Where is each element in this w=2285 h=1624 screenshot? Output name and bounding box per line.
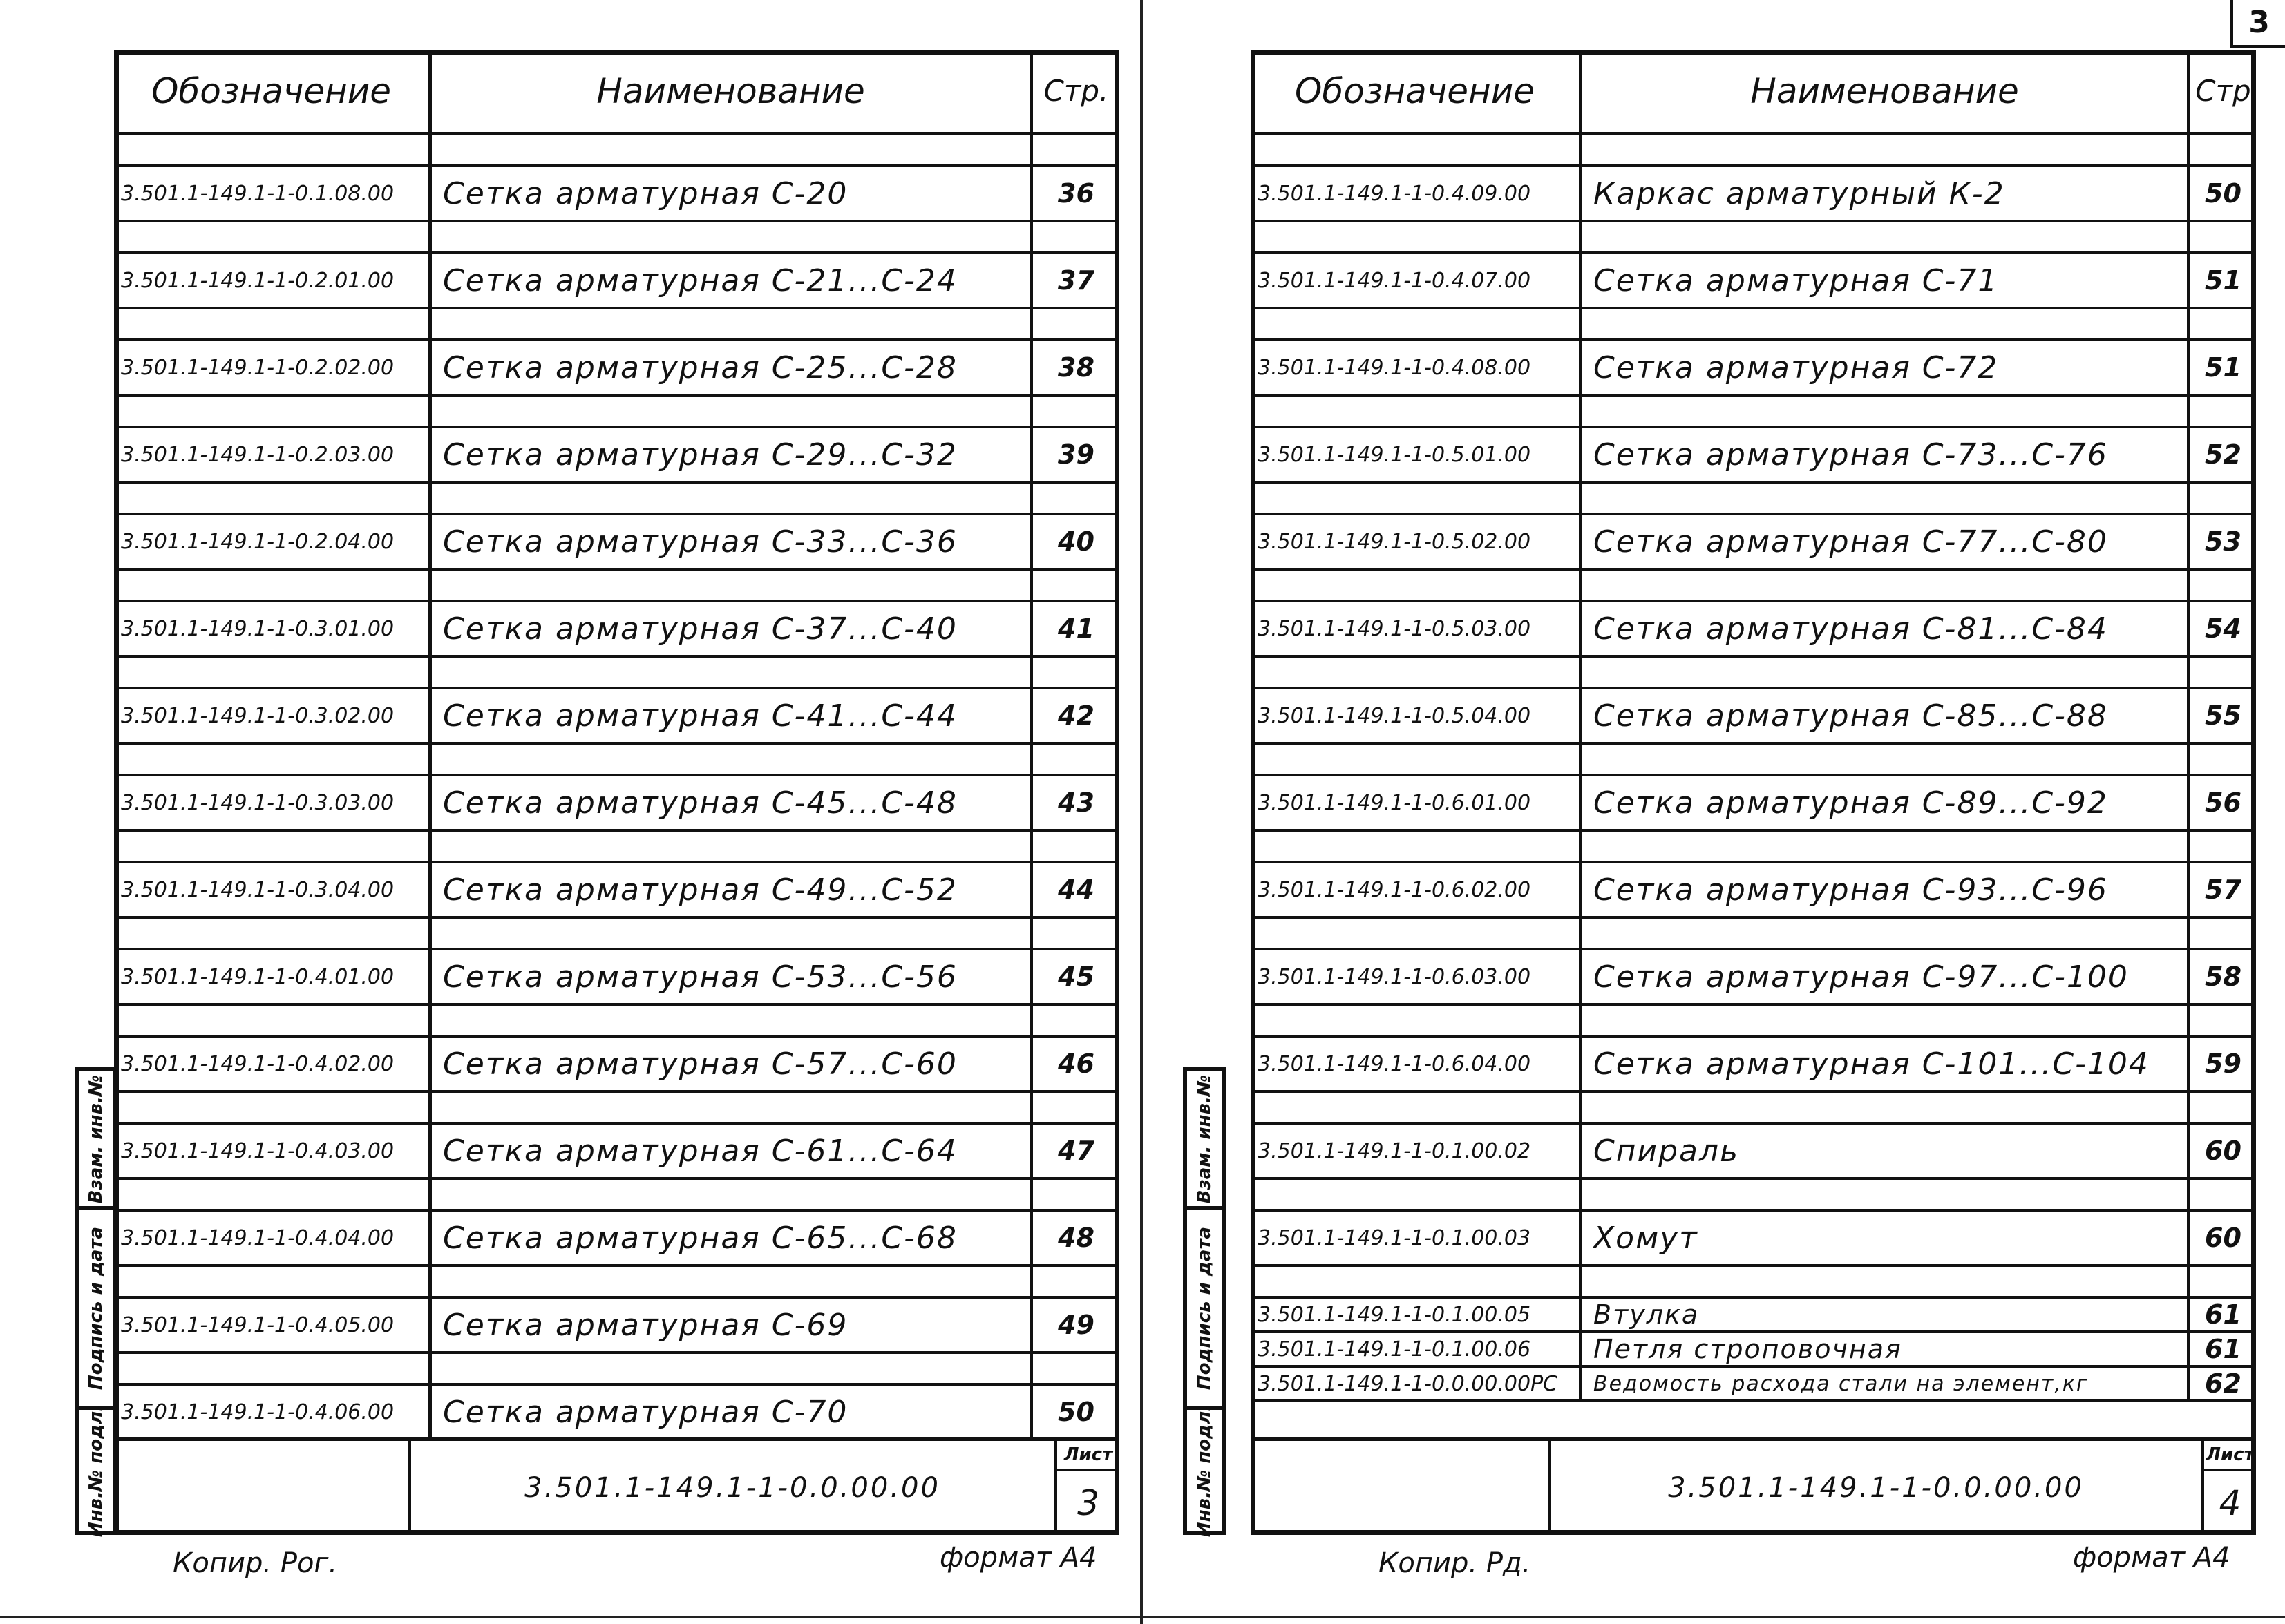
spacer-cell: [1033, 484, 1119, 513]
table-row: [1251, 1368, 2256, 1402]
cell-name: Сетка арматурная С-33...С-36: [432, 515, 1033, 568]
cell-page: 57: [2205, 875, 2241, 905]
spacer-cell: [1582, 1006, 2190, 1035]
cell-code: 3.501.1-149.1-1-0.1.00.03: [1251, 1212, 1582, 1264]
cell-code: 3.501.1-149.1-1-0.5.01.00: [1251, 428, 1582, 481]
spacer-cell: [1251, 658, 1582, 687]
cell-name: Спираль: [1582, 1125, 2190, 1177]
spacer-cell: [432, 832, 1033, 861]
spacer-cell: [2190, 1267, 2256, 1296]
cell-code: 3.501.1-149.1-1-0.5.04.00: [1251, 689, 1582, 742]
table-row: [1251, 515, 2256, 571]
spacer-cell: [1033, 1267, 1119, 1296]
spacer-cell: [114, 1267, 432, 1296]
side-inv: Инв.№ подл.: [86, 1404, 107, 1537]
cell-name: Сетка арматурная С-21...С-24: [432, 254, 1033, 307]
cell-page: 36: [1058, 178, 1094, 209]
spacer-cell: [114, 832, 432, 861]
side-inv: Инв.№ подл.: [1194, 1404, 1215, 1537]
right-sheet: [1251, 50, 2256, 1535]
spacer-cell: [1033, 1354, 1119, 1383]
left-header-row: [114, 50, 1119, 135]
cell-page: 38: [1058, 352, 1094, 383]
table-row: [1251, 950, 2256, 1006]
cell-page: 60: [2205, 1136, 2241, 1166]
spacer-row: [1251, 309, 2256, 341]
spacer-row: [1251, 1006, 2256, 1038]
spacer-cell: [114, 484, 432, 513]
cell-name: Сетка арматурная С-29...С-32: [432, 428, 1033, 481]
spacer-cell: [1251, 1267, 1582, 1296]
spacer-row: [1251, 745, 2256, 776]
header-designation: Обозначение: [114, 50, 432, 132]
spacer-cell: [1251, 1093, 1582, 1122]
table-row: [114, 254, 1119, 309]
spacer-cell: [2190, 135, 2256, 164]
spacer-cell: [1033, 1093, 1119, 1122]
left-format-note: формат А4: [940, 1542, 1097, 1574]
table-row: [1251, 776, 2256, 832]
cell-code: 3.501.1-149.1-1-0.1.00.05: [1251, 1299, 1582, 1330]
side-podpis: Подпись и дата: [79, 1210, 113, 1410]
spacer-cell: [2190, 658, 2256, 687]
spacer-cell: [1582, 919, 2190, 948]
spacer-cell: [2190, 571, 2256, 600]
spacer-row: [1251, 1180, 2256, 1212]
cell-page: 44: [1058, 875, 1094, 905]
spacer-cell: [432, 309, 1033, 338]
cell-name: Каркас арматурный К-2: [1582, 167, 2190, 220]
table-row: [1251, 1038, 2256, 1093]
cell-code: 3.501.1-149.1-1-0.4.09.00: [1251, 167, 1582, 220]
header-designation: Обозначение: [1251, 50, 1582, 132]
table-row: [114, 1125, 1119, 1180]
spacer-cell: [432, 1267, 1033, 1296]
cell-page: 46: [1058, 1049, 1094, 1079]
spacer-row: [114, 1093, 1119, 1125]
spacer-row: [1251, 1267, 2256, 1299]
spacer-cell: [432, 745, 1033, 774]
cell-page: 41: [1058, 613, 1094, 644]
side-vzam: Взам. инв.№: [1187, 1071, 1222, 1210]
spacer-cell: [1033, 832, 1119, 861]
table-row: [114, 776, 1119, 832]
cell-page: 52: [2205, 439, 2241, 470]
table-row: [114, 950, 1119, 1006]
cell-page: 51: [2205, 265, 2241, 296]
table-row: [114, 1038, 1119, 1093]
cell-code: 3.501.1-149.1-1-0.4.06.00: [114, 1386, 432, 1438]
cell-code: 3.501.1-149.1-1-0.1.00.06: [1251, 1333, 1582, 1365]
cell-code: 3.501.1-149.1-1-0.4.05.00: [114, 1299, 432, 1351]
spacer-cell: [1251, 745, 1582, 774]
cell-name: Хомут: [1582, 1212, 2190, 1264]
right-sheet-number: 4: [2219, 1483, 2241, 1523]
spacer-cell: [1582, 484, 2190, 513]
cell-page: 59: [2205, 1049, 2241, 1079]
cell-name: Сетка арматурная С-20: [432, 167, 1033, 220]
table-row: [1251, 167, 2256, 222]
spacer-cell: [432, 397, 1033, 426]
spacer-cell: [114, 397, 432, 426]
spacer-cell: [1033, 1180, 1119, 1209]
table-row: [1251, 602, 2256, 658]
cell-code: 3.501.1-149.1-1-0.4.08.00: [1251, 341, 1582, 394]
spacer-row: [114, 1354, 1119, 1386]
table-row: [1251, 341, 2256, 397]
spacer-cell: [1251, 222, 1582, 251]
spacer-row: [1251, 397, 2256, 428]
table-row: [1251, 1333, 2256, 1368]
bottom-edge: [0, 1616, 2285, 1618]
left-title-code: 3.501.1-149.1-1-0.0.00.00: [408, 1441, 1054, 1535]
table-row: [114, 689, 1119, 745]
spacer-cell: [2190, 832, 2256, 861]
spacer-row: [114, 222, 1119, 254]
left-title-block: [114, 1437, 1119, 1535]
table-row: [114, 341, 1119, 397]
spacer-cell: [2190, 1180, 2256, 1209]
spacer-cell: [432, 222, 1033, 251]
cell-name: Сетка арматурная С-25...С-28: [432, 341, 1033, 394]
table-row: [114, 428, 1119, 484]
header-page: Стр: [2195, 74, 2251, 108]
cell-page: 39: [1058, 439, 1094, 470]
cell-code: 3.501.1-149.1-1-0.3.01.00: [114, 602, 432, 655]
cell-page: 43: [1058, 787, 1094, 818]
spacer-cell: [432, 135, 1033, 164]
spacer-row: [114, 397, 1119, 428]
spacer-cell: [432, 571, 1033, 600]
cell-code: 3.501.1-149.1-1-0.4.04.00: [114, 1212, 432, 1264]
spacer-cell: [114, 1006, 432, 1035]
side-vzam: Взам. инв.№: [79, 1071, 113, 1210]
spacer-cell: [1033, 571, 1119, 600]
cell-name: Сетка арматурная С-65...С-68: [432, 1212, 1033, 1264]
header-name: Наименование: [1582, 50, 2190, 132]
spacer-row: [1251, 484, 2256, 515]
spacer-cell: [1251, 397, 1582, 426]
table-row: [1251, 1125, 2256, 1180]
left-sheet-label: Лист: [1057, 1441, 1119, 1471]
right-sheet-box: [2201, 1441, 2256, 1535]
cell-code: 3.501.1-149.1-1-0.4.01.00: [114, 950, 432, 1003]
spacer-cell: [114, 658, 432, 687]
right-title-code: 3.501.1-149.1-1-0.0.00.00: [1548, 1441, 2201, 1535]
table-row: [1251, 428, 2256, 484]
spacer-row: [114, 309, 1119, 341]
cell-page: 55: [2205, 700, 2241, 731]
spacer-cell: [432, 1180, 1033, 1209]
left-sheet-number: 3: [1077, 1483, 1099, 1523]
cell-page: 48: [1058, 1223, 1094, 1253]
spacer-cell: [432, 1006, 1033, 1035]
spacer-cell: [1582, 571, 2190, 600]
spacer-cell: [114, 1180, 432, 1209]
cell-code: 3.501.1-149.1-1-0.6.01.00: [1251, 776, 1582, 829]
spacer-cell: [1251, 135, 1582, 164]
spacer-cell: [2190, 397, 2256, 426]
spacer-row: [114, 745, 1119, 776]
cell-page: 40: [1058, 526, 1094, 557]
cell-code: 3.501.1-149.1-1-0.2.04.00: [114, 515, 432, 568]
left-side-stamp: [75, 1067, 117, 1535]
cell-code: 3.501.1-149.1-1-0.1.00.02: [1251, 1125, 1582, 1177]
cell-name: Сетка арматурная С-77...С-80: [1582, 515, 2190, 568]
spacer-cell: [1033, 1006, 1119, 1035]
spacer-cell: [1251, 832, 1582, 861]
spacer-cell: [1251, 309, 1582, 338]
spacer-row: [1251, 919, 2256, 950]
spacer-row: [114, 832, 1119, 863]
spacer-cell: [1582, 222, 2190, 251]
table-row: [1251, 689, 2256, 745]
cell-code: 3.501.1-149.1-1-0.3.03.00: [114, 776, 432, 829]
spacer-row: [1251, 571, 2256, 602]
cell-page: 60: [2205, 1223, 2241, 1253]
spacer-cell: [2190, 222, 2256, 251]
cell-page: 49: [1058, 1310, 1094, 1340]
cell-page: 61: [2205, 1299, 2241, 1330]
spacer-cell: [1251, 1006, 1582, 1035]
right-title-block: [1251, 1437, 2256, 1535]
cell-name: Сетка арматурная С-72: [1582, 341, 2190, 394]
cell-name: Сетка арматурная С-85...С-88: [1582, 689, 2190, 742]
spacer-row: [114, 658, 1119, 689]
cell-page: 45: [1058, 962, 1094, 992]
spacer-cell: [1582, 309, 2190, 338]
cell-name: Сетка арматурная С-53...С-56: [432, 950, 1033, 1003]
corner-page-number: 3: [2230, 0, 2285, 48]
spacer-cell: [1251, 1180, 1582, 1209]
cell-name: Сетка арматурная С-93...С-96: [1582, 863, 2190, 916]
cell-name: Ведомость расхода стали на элемент,кг: [1582, 1368, 2190, 1399]
right-sheet-label: Лист: [2204, 1441, 2256, 1471]
table-row: [114, 515, 1119, 571]
cell-code: 3.501.1-149.1-1-0.3.02.00: [114, 689, 432, 742]
spacer-cell: [1033, 658, 1119, 687]
spacer-row: [114, 484, 1119, 515]
cell-page: 58: [2205, 962, 2241, 992]
spacer-cell: [1033, 919, 1119, 948]
cell-code: 3.501.1-149.1-1-0.2.01.00: [114, 254, 432, 307]
cell-name: Сетка арматурная С-37...С-40: [432, 602, 1033, 655]
spacer-cell: [1582, 1267, 2190, 1296]
spacer-cell: [432, 919, 1033, 948]
left-sheet: [114, 50, 1119, 1535]
spacer-cell: [432, 1093, 1033, 1122]
spacer-cell: [1582, 832, 2190, 861]
cell-code: 3.501.1-149.1-1-0.6.03.00: [1251, 950, 1582, 1003]
cell-page: 62: [2205, 1368, 2241, 1399]
cell-name: Петля строповочная: [1582, 1333, 2190, 1365]
spacer-row: [114, 1006, 1119, 1038]
spacer-row: [114, 571, 1119, 602]
left-sheet-box: [1054, 1441, 1119, 1535]
cell-page: 54: [2205, 613, 2241, 644]
spacer-cell: [1251, 484, 1582, 513]
cell-code: 3.501.1-149.1-1-0.2.03.00: [114, 428, 432, 481]
spacer-cell: [1033, 309, 1119, 338]
spacer-cell: [1033, 745, 1119, 774]
cell-code: 3.501.1-149.1-1-0.5.03.00: [1251, 602, 1582, 655]
spacer-cell: [114, 222, 432, 251]
spacer-cell: [2190, 484, 2256, 513]
spacer-cell: [1033, 222, 1119, 251]
cell-code: 3.501.1-149.1-1-0.4.07.00: [1251, 254, 1582, 307]
cell-code: 3.501.1-149.1-1-0.0.00.00РС: [1251, 1368, 1582, 1399]
cell-code: 3.501.1-149.1-1-0.1.08.00: [114, 167, 432, 220]
table-row: [1251, 254, 2256, 309]
right-copy-note: Копир. Рд.: [1378, 1547, 1531, 1579]
spacer-cell: [114, 309, 432, 338]
header-name: Наименование: [432, 50, 1033, 132]
cell-name: Сетка арматурная С-45...С-48: [432, 776, 1033, 829]
table-row: [1251, 1212, 2256, 1267]
spacer-cell: [2190, 919, 2256, 948]
spacer-row: [1251, 135, 2256, 167]
spacer-cell: [1582, 397, 2190, 426]
spacer-cell: [1251, 919, 1582, 948]
cell-page: 47: [1058, 1136, 1094, 1166]
cell-code: 3.501.1-149.1-1-0.3.04.00: [114, 863, 432, 916]
spacer-row: [114, 1267, 1119, 1299]
spacer-row: [114, 1180, 1119, 1212]
spacer-cell: [114, 745, 432, 774]
table-row: [114, 1212, 1119, 1267]
spacer-cell: [114, 1354, 432, 1383]
side-podpis: Подпись и дата: [1187, 1210, 1222, 1410]
cell-page: 50: [2205, 178, 2241, 209]
cell-code: 3.501.1-149.1-1-0.4.03.00: [114, 1125, 432, 1177]
table-row: [114, 1299, 1119, 1354]
cell-name: Сетка арматурная С-101...С-104: [1582, 1038, 2190, 1090]
cell-name: Сетка арматурная С-69: [432, 1299, 1033, 1351]
spacer-cell: [1582, 1093, 2190, 1122]
spacer-row: [1251, 832, 2256, 863]
spacer-cell: [432, 1354, 1033, 1383]
cell-name: Сетка арматурная С-71: [1582, 254, 2190, 307]
table-row: [114, 167, 1119, 222]
spacer-cell: [2190, 1006, 2256, 1035]
cell-code: 3.501.1-149.1-1-0.2.02.00: [114, 341, 432, 394]
cell-name: Сетка арматурная С-61...С-64: [432, 1125, 1033, 1177]
right-header-row: [1251, 50, 2256, 135]
spacer-cell: [1582, 1180, 2190, 1209]
cell-page: 51: [2205, 352, 2241, 383]
spacer-cell: [114, 919, 432, 948]
header-page: Стр.: [1043, 74, 1109, 108]
table-row: [114, 602, 1119, 658]
cell-page: 50: [1058, 1397, 1094, 1427]
cell-code: 3.501.1-149.1-1-0.4.02.00: [114, 1038, 432, 1090]
cell-name: Сетка арматурная С-89...С-92: [1582, 776, 2190, 829]
cell-name: Сетка арматурная С-41...С-44: [432, 689, 1033, 742]
spacer-cell: [1251, 571, 1582, 600]
spacer-row: [1251, 222, 2256, 254]
left-copy-note: Копир. Рог.: [173, 1547, 338, 1579]
cell-name: Втулка: [1582, 1299, 2190, 1330]
cell-name: Сетка арматурная С-70: [432, 1386, 1033, 1438]
cell-name: Сетка арматурная С-73...С-76: [1582, 428, 2190, 481]
spacer-cell: [1582, 135, 2190, 164]
spacer-cell: [1582, 745, 2190, 774]
cell-name: Сетка арматурная С-81...С-84: [1582, 602, 2190, 655]
spacer-cell: [1582, 658, 2190, 687]
cell-page: 61: [2205, 1334, 2241, 1364]
spacer-cell: [2190, 745, 2256, 774]
spacer-row: [114, 919, 1119, 950]
cell-name: Сетка арматурная С-57...С-60: [432, 1038, 1033, 1090]
cell-page: 37: [1058, 265, 1094, 296]
cell-code: 3.501.1-149.1-1-0.5.02.00: [1251, 515, 1582, 568]
spacer-row: [1251, 658, 2256, 689]
right-format-note: формат А4: [2073, 1542, 2230, 1574]
table-row: [114, 863, 1119, 919]
table-row: [114, 1386, 1119, 1441]
cell-page: 56: [2205, 787, 2241, 818]
cell-name: Сетка арматурная С-49...С-52: [432, 863, 1033, 916]
table-row: [1251, 863, 2256, 919]
spacer-row: [114, 135, 1119, 167]
cell-code: 3.501.1-149.1-1-0.6.04.00: [1251, 1038, 1582, 1090]
spacer-cell: [114, 1093, 432, 1122]
spacer-cell: [2190, 1093, 2256, 1122]
cell-code: 3.501.1-149.1-1-0.6.02.00: [1251, 863, 1582, 916]
spacer-cell: [1033, 135, 1119, 164]
cell-name: Сетка арматурная С-97...С-100: [1582, 950, 2190, 1003]
spacer-cell: [114, 571, 432, 600]
right-side-stamp: [1183, 1067, 1226, 1535]
spacer-cell: [1033, 397, 1119, 426]
cell-page: 53: [2205, 526, 2241, 557]
spacer-cell: [432, 484, 1033, 513]
cell-page: 42: [1058, 700, 1094, 731]
sheet-divider: [1140, 0, 1143, 1624]
spacer-cell: [114, 135, 432, 164]
spacer-cell: [432, 658, 1033, 687]
table-row: [1251, 1299, 2256, 1333]
spacer-cell: [2190, 309, 2256, 338]
spacer-row: [1251, 1093, 2256, 1125]
